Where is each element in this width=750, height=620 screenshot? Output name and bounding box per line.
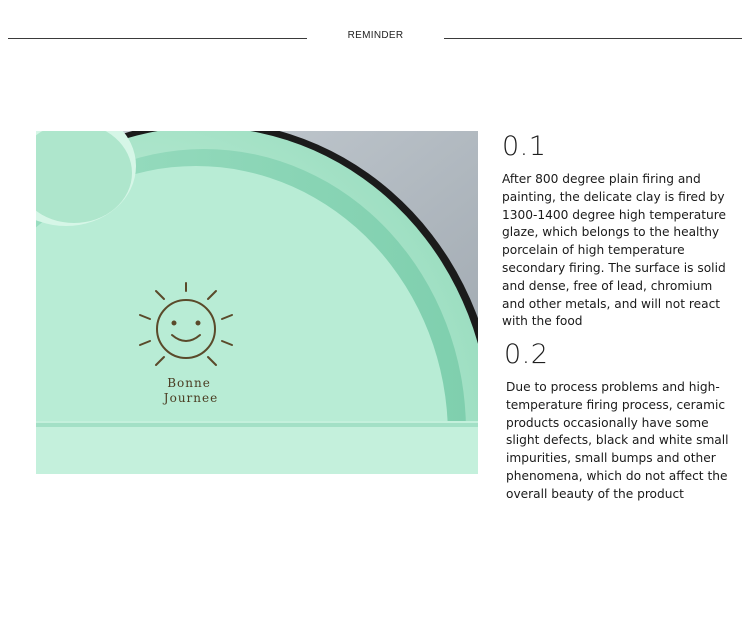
header-title: REMINDER	[347, 30, 404, 41]
section-text: Due to process problems and high-temperature firing process, ceramic products occasionally have some slight defects, black and white small impurities, small bumps and other phenomena, which do not affect the overall beauty of the product	[506, 380, 729, 501]
reminder-section-1	[502, 131, 734, 331]
header-divider-right	[444, 38, 742, 39]
stamp-text-line1: Bonne	[167, 376, 211, 390]
section-number: 0.1	[502, 131, 547, 162]
section-text: After 800 degree plain firing and painting, the delicate clay is fired by 1300-1400 degree high temperature glaze, which belongs to the healthy porcelain of high temperature secondary firing. The surface is solid and dense, free of lead, chromium and other metals, and will not react with the food	[502, 172, 726, 329]
section-number: 0.2	[504, 339, 549, 370]
reminder-section-2	[506, 339, 738, 504]
stamp-text-line2: Journee	[163, 391, 219, 405]
product-photo	[36, 131, 478, 474]
header-divider-left	[8, 38, 307, 39]
